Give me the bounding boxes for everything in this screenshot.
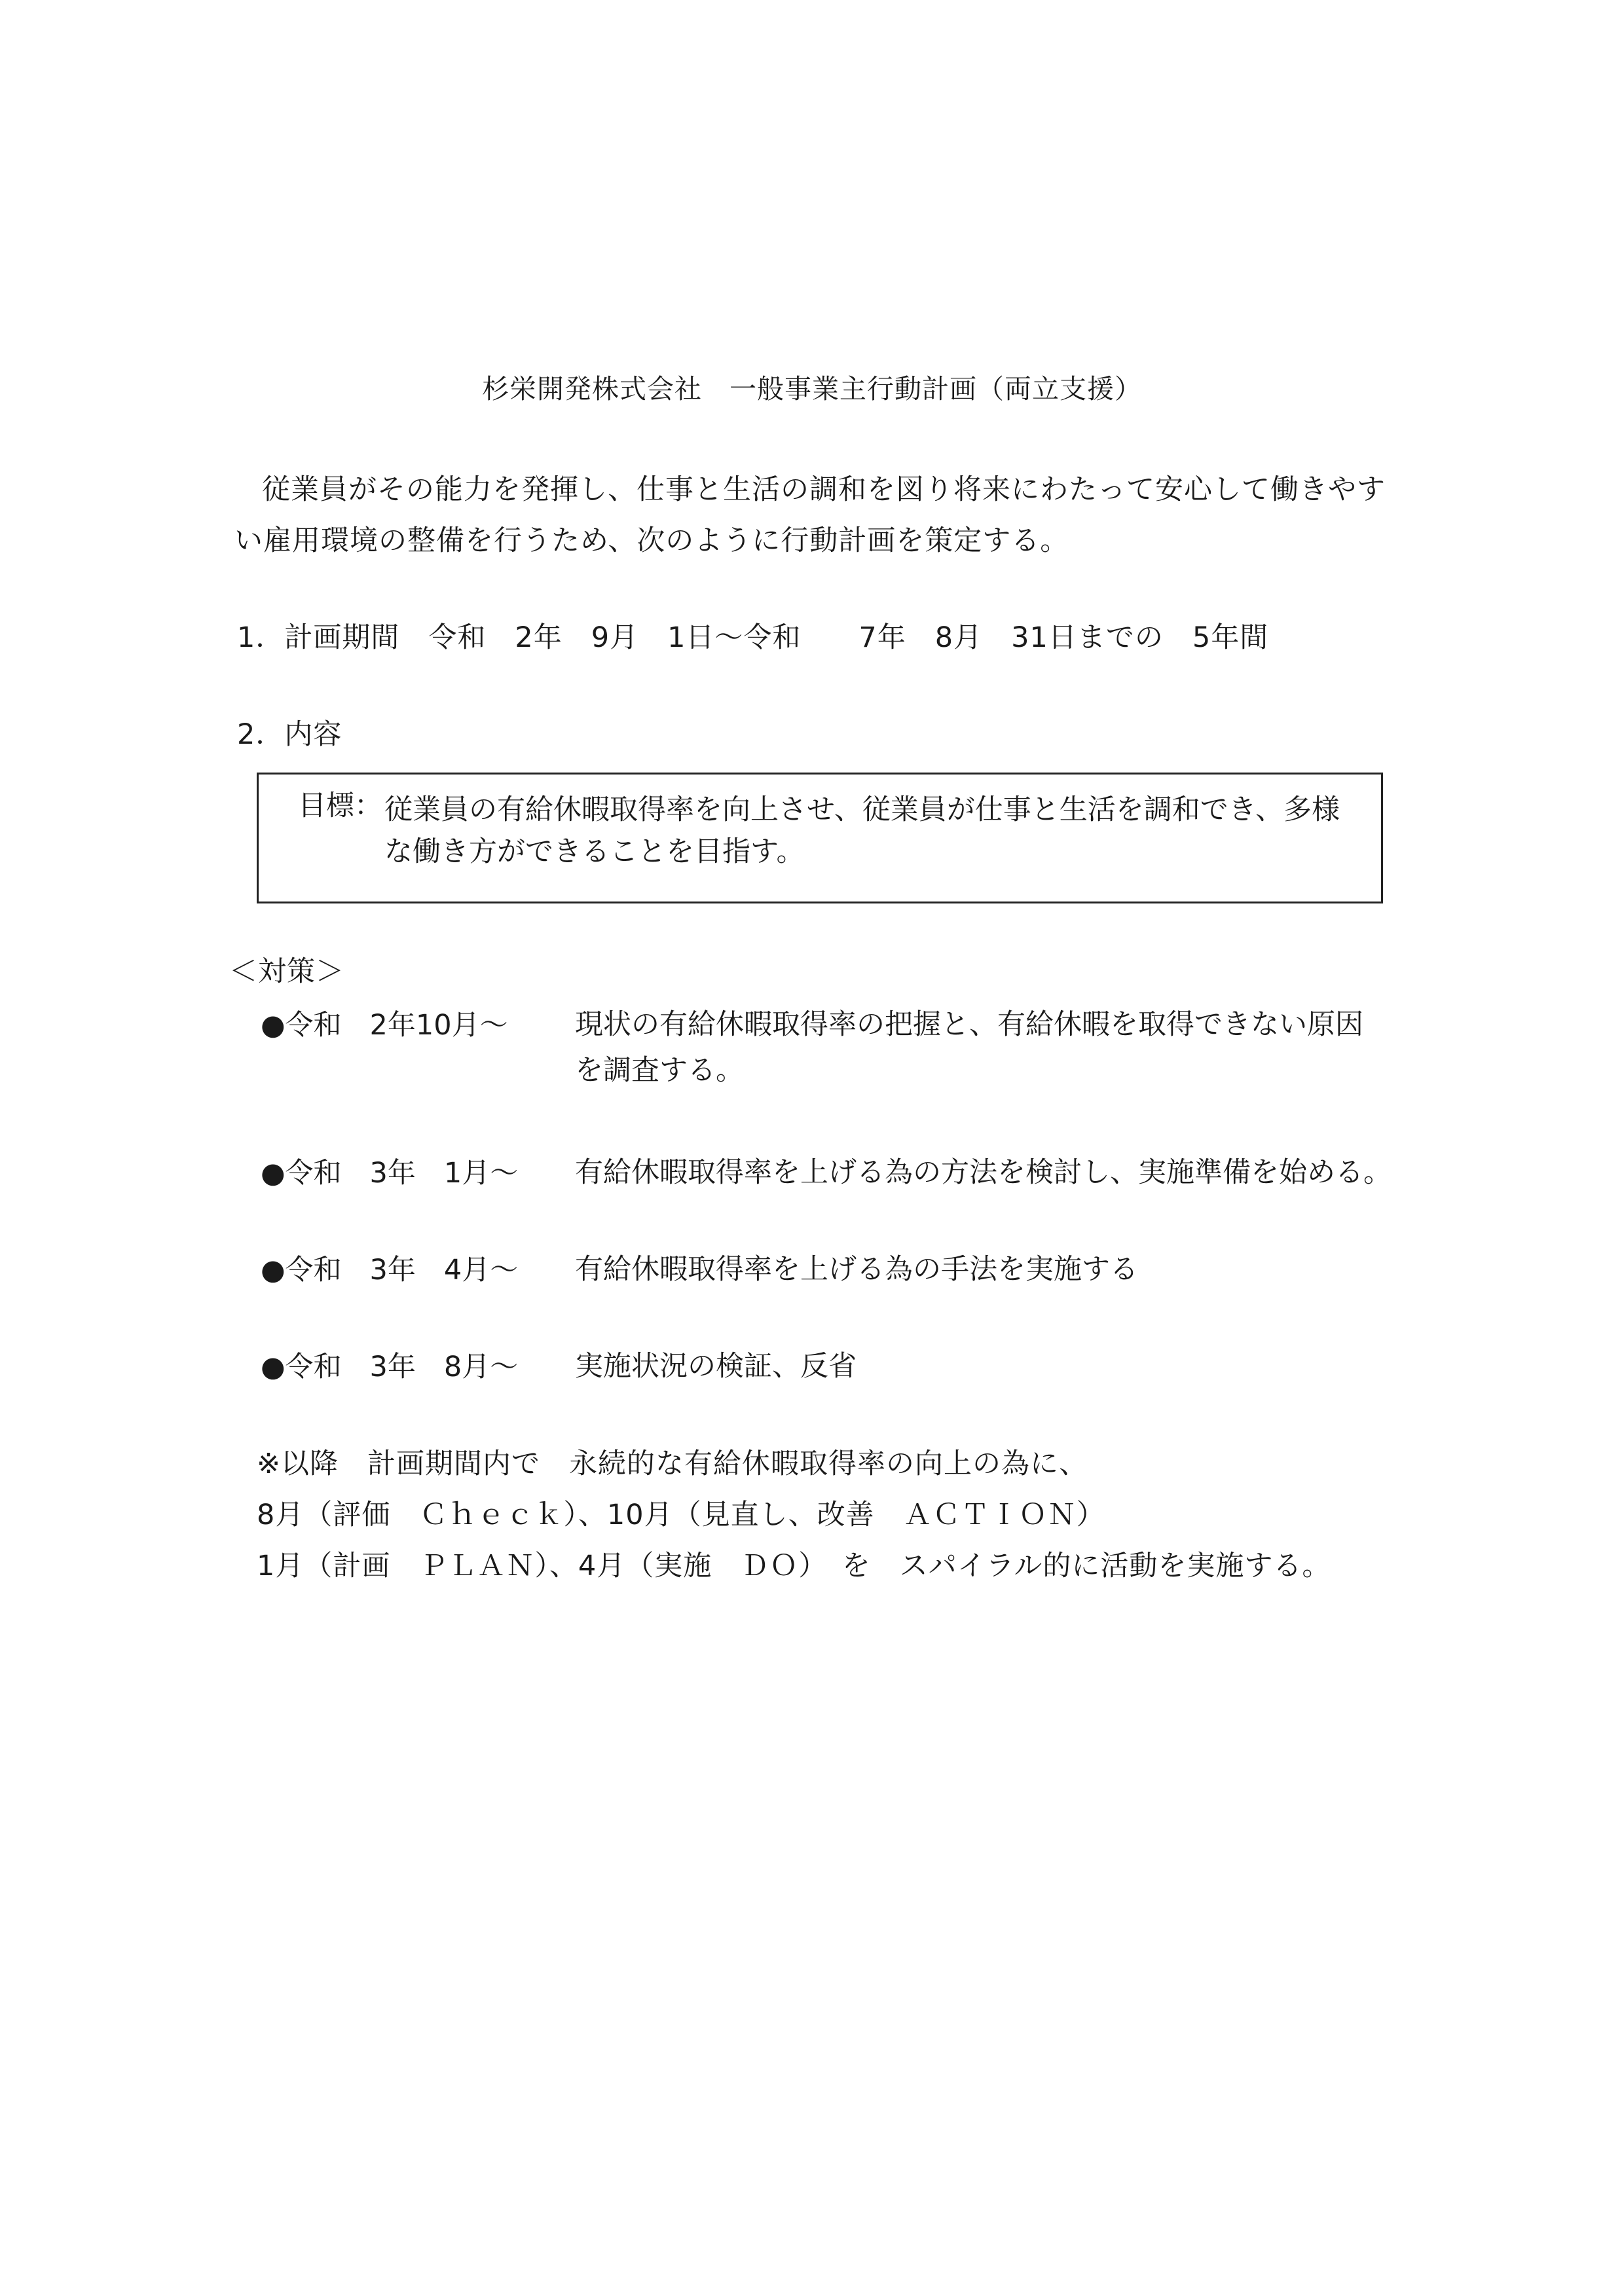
intro-line-2: い雇用環境の整備を行うため、次のように行動計画を策定する。 [234,524,1069,557]
measure-text: 実施状況の検証、反省 [575,1350,857,1383]
measure-date: ●令和 2年10月～ [261,1009,508,1042]
notes-line-1: ※以降 計画期間内で 永続的な有給休暇取得率の向上の為に、 [257,1448,1088,1480]
goal-line-1: 従業員の有給休暇取得率を向上させ、従業員が仕事と生活を調和でき、多様 [384,793,1340,826]
notes-line-3: 1月（計画 ＰＬＡＮ）、4月（実施 ＤＯ） を スパイラル的に活動を実施する。 [257,1550,1331,1582]
section-1-plan-period: 1．計画期間 令和 2年 9月 1日～令和 7年 8月 31日までの 5年間 [237,621,1269,654]
measure-text: 有給休暇取得率を上げる為の方法を検討し、実施準備を始める。 [575,1156,1392,1189]
measures-heading: ＜対策＞ [229,955,344,988]
goal-label: 目標： [298,790,382,822]
notes-line-2: 8月（評価 Ｃｈｅｃｋ）、10月（見直し、改善 ＡＣＴＩＯＮ） [257,1499,1105,1531]
intro-line-1: 従業員がその能力を発揮し、仕事と生活の調和を図り将来にわたって安心して働きやす [262,473,1386,506]
section-2-heading: 2．内容 [237,718,342,751]
goal-text [384,789,1367,873]
measure-date: ●令和 3年 1月～ [261,1157,519,1190]
document-title: 杉栄開発株式会社 一般事業主行動計画（両立支援） [482,373,1142,405]
measure-text: 有給休暇取得率を上げる為の手法を実施する [575,1253,1138,1286]
measure-date: ●令和 3年 4月～ [261,1254,519,1286]
measure-date: ●令和 3年 8月～ [261,1351,519,1383]
goal-box [257,773,1383,903]
measure-text: 現状の有給休暇取得率の把握と、有給休暇を取得できない原因 を調査する。 [575,1008,1363,1087]
goal-line-2: な働き方ができることを目指す。 [384,835,805,868]
